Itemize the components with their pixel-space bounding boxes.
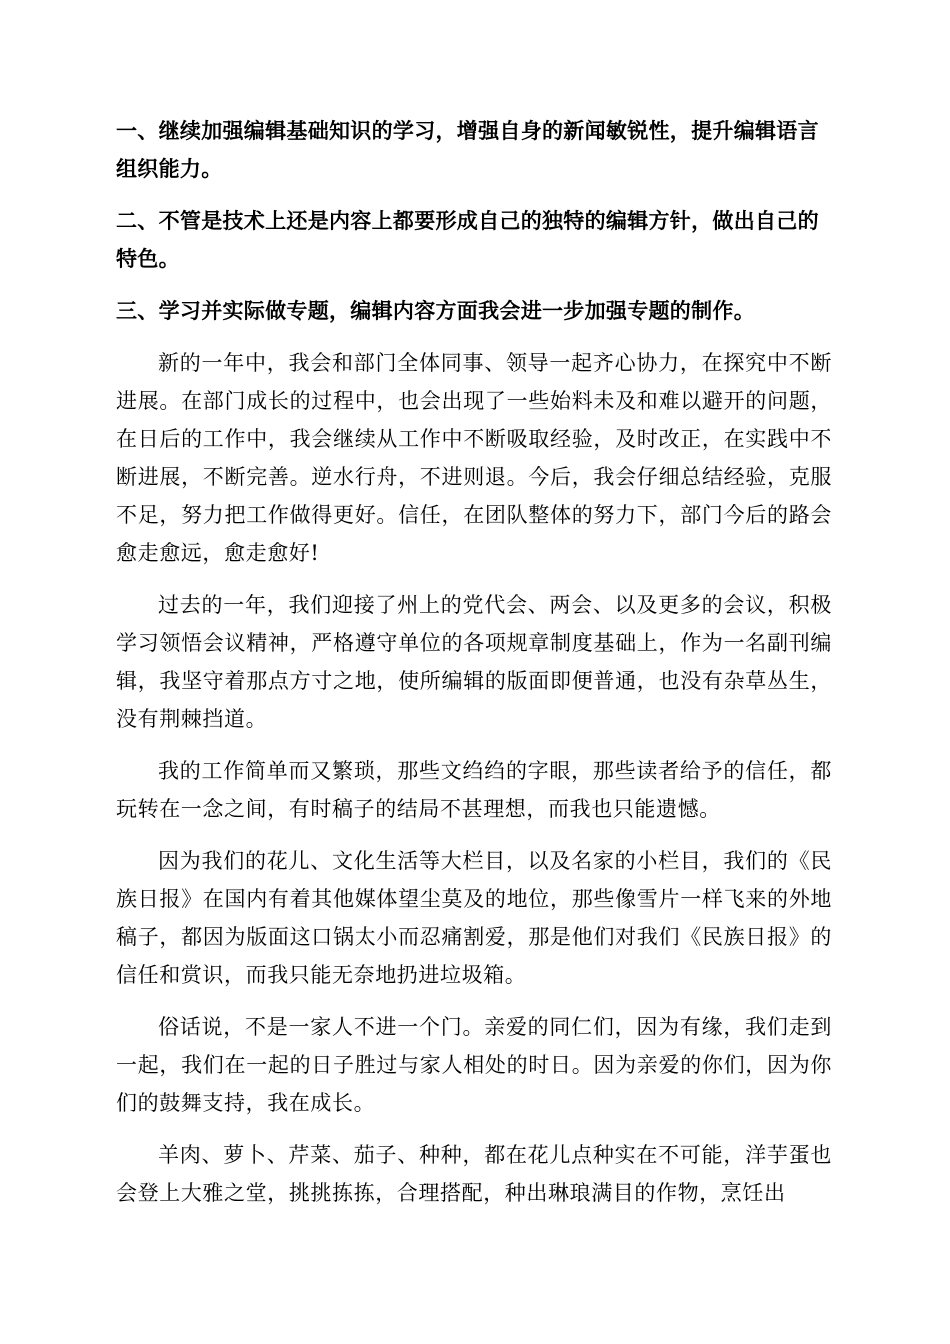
document-page [116, 112, 832, 1226]
paragraph-1: 新的一年中，我会和部门全体同事、领导一起齐心协力，在探究中不断进展。在部门成长的过程中，也会出现了一些始料未及和难以避开的问题，在日后的工作中，我会继续从工作中不断吸取经验，及时改正，在实践中不断进展，不断完善。逆水行舟，不进则退。今后，我会仔细总结经验，克服不足，努力把工作做得更好。信任，在团队整体的努力下，部门今后的路会愈走愈远，愈走愈好! [116, 351, 832, 565]
heading-2: 二、不管是技术上还是内容上都要形成自己的独特的编辑方针，做出自己的特色。 [116, 208, 819, 271]
paragraph-6: 羊肉、萝卜、芹菜、茄子、种种，都在花儿点种实在不可能，洋芋蛋也会登上大雅之堂，挑挑拣拣，合理搭配，种出琳琅满目的作物，烹饪出 [116, 1143, 832, 1205]
heading-1: 一、继续加强编辑基础知识的学习，增强自身的新闻敏锐性，提升编辑语言组织能力。 [116, 118, 819, 181]
paragraph-2: 过去的一年，我们迎接了州上的党代会、两会、以及更多的会议，积极学习领悟会议精神，严格遵守单位的各项规章制度基础上，作为一名副刊编辑，我坚守着那点方寸之地，使所编辑的版面即便普通，也没有杂草丛生，没有荆棘挡道。 [116, 593, 832, 731]
paragraph-4: 因为我们的花儿、文化生活等大栏目，以及名家的小栏目，我们的《民族日报》在国内有着其他媒体望尘莫及的地位，那些像雪片一样飞来的外地稿子，都因为版面这口锅太小而忍痛割爱，那是他们对我们《民族日报》的信任和赏识，而我只能无奈地扔进垃圾箱。 [116, 849, 832, 987]
paragraph-3: 我的工作简单而又繁琐，那些文绉绉的字眼，那些读者给予的信任，都玩转在一念之间，有时稿子的结局不甚理想，而我也只能遗憾。 [116, 759, 832, 821]
heading-3: 三、学习并实际做专题，编辑内容方面我会进一步加强专题的制作。 [116, 298, 755, 323]
paragraph-5: 俗话说，不是一家人不进一个门。亲爱的同仁们，因为有缘，我们走到一起，我们在一起的日子胜过与家人相处的时日。因为亲爱的你们，因为你们的鼓舞支持，我在成长。 [116, 1015, 832, 1115]
